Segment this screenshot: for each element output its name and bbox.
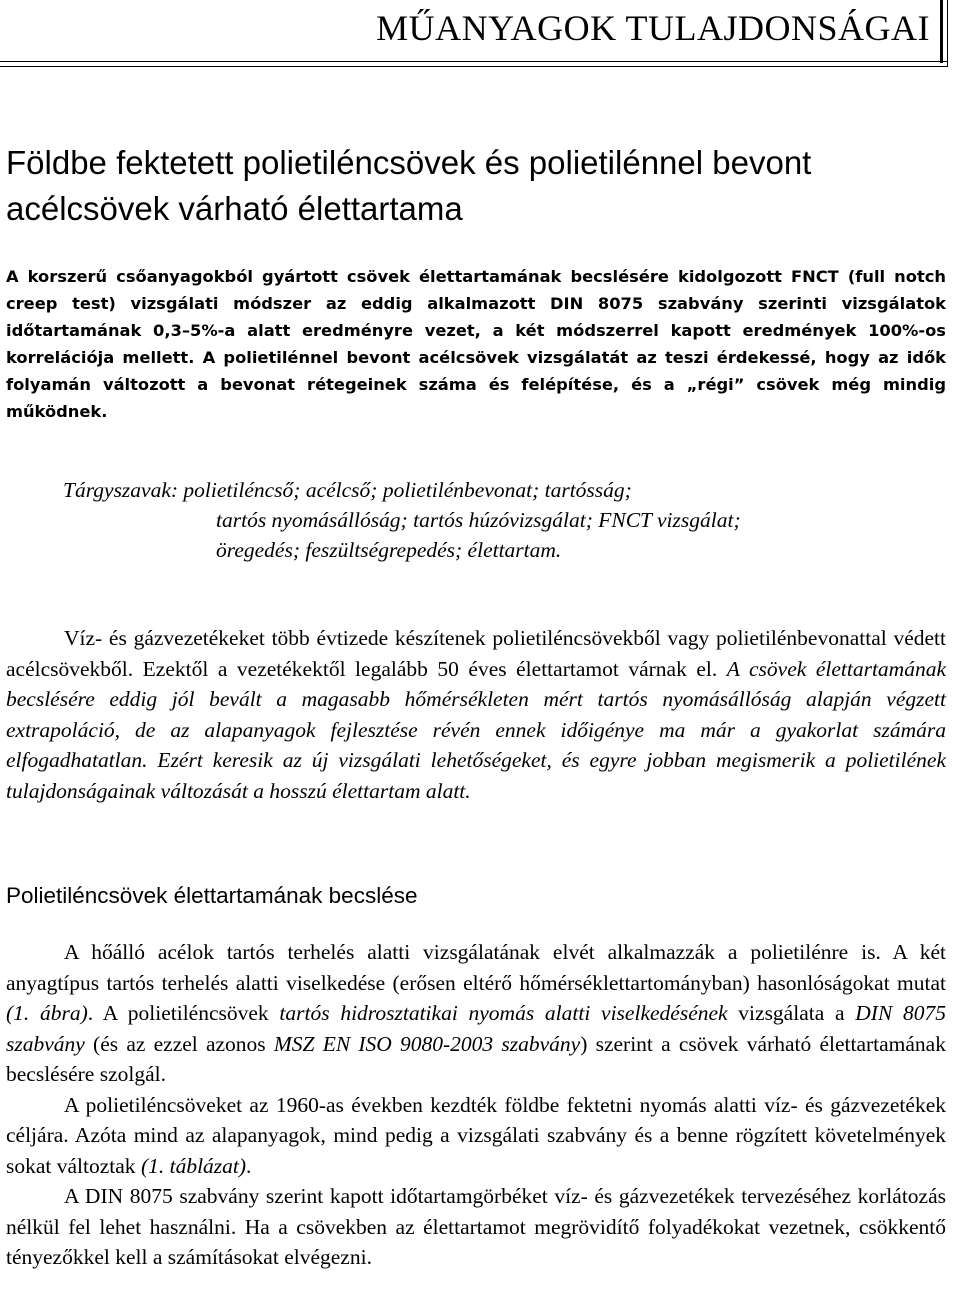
abstract: A korszerű csőanyagokból gyártott csövek élettartamának becslésére kidolgozott FNCT (full notch creep test) vizsgálati módszer az eddig alkalmazott DIN 8075 szabvány szerinti vizsgálatok időtartamának 0,3–5%-a alatt eredményre vezet, a két módszerrel kapott eredmények 100%-os korrelációja mellett. A polietilénnel bevont acélcsövek vizsgálatát az teszi érdekessé, hogy az idők folyamán változott a bevonat rétegeinek száma és felépítése, és a „régi” csövek még mindig működnek.	[6, 267, 946, 421]
intro-paragraph	[6, 623, 946, 806]
table-reference: (1. táblázat)	[140, 1153, 247, 1178]
header-rule	[0, 66, 948, 67]
body-text: vizsgálata a	[727, 1001, 856, 1025]
page-header	[0, 0, 960, 64]
section-body	[6, 937, 946, 1273]
figure-reference: (1. ábra)	[6, 1001, 88, 1025]
body-paragraph: A DIN 8075 szabvány szerint kapott időtartamgörbéket víz- és gázvezetékek tervezéséhez korlátozás nélkül fel lehet használni. Ha a csövekben az élettartamot megrövidítő folyadékokat vezetnek, csökkentő tényezőkkel kell a számításokat elvégezni.	[6, 1184, 946, 1269]
running-header-title: MŰANYAGOK TULAJDONSÁGAI	[376, 8, 930, 48]
body-text-italic: tartós hidrosztatikai nyomás alatti viselkedésének	[279, 1001, 728, 1025]
keywords-line-1: Tárgyszavak: polietiléncső; acélcső; polietilénbevonat; tartósság;	[63, 478, 632, 502]
standard-reference: MSZ EN ISO 9080-2003 szabvány	[273, 1031, 581, 1056]
header-vertical-bar	[940, 0, 943, 63]
body-text: A hőálló acélok tartós terhelés alatti vizsgálatának elvét alkalmazzák a polietilénre is. A két anyagtípus tartós terhelés alatti viselkedése (erősen eltérő hőmérséklettartományban) hasonlóságokat mutat	[6, 940, 946, 995]
article-title-line-2: acélcsövek várható élettartama	[6, 190, 463, 227]
body-text: .	[246, 1153, 252, 1178]
article-title	[6, 140, 956, 232]
keywords	[63, 475, 953, 565]
body-text: . A polietiléncsövek	[87, 1001, 280, 1025]
body-text: (és az ezzel azonos	[84, 1031, 274, 1056]
article-title-line-1: Földbe fektetett polietiléncsövek és polietilénnel bevont	[6, 144, 812, 181]
keywords-line-3: öregedés; feszültségrepedés; élettartam.	[216, 538, 562, 562]
standard-reference: DIN 8075 szabvány	[6, 1001, 947, 1056]
header-vertical-bar	[947, 0, 948, 67]
keywords-line-2: tartós nyomásállóság; tartós húzóvizsgálat; FNCT vizsgálat;	[216, 508, 741, 532]
intro-section	[6, 623, 946, 806]
intro-text-italic: A csövek élettartamának becslésére eddig jól bevált a magasabb hőmérsékleten mért tartós nyomásállóság alapján végzett extrapoláció, de az alapanyagok fejlesztése révén ennek időigénye ma már a gyakorlat számára elfogadhatatlan. Ezért keresik az új vizsgálati lehetőségeket, és egyre jobban megismerik a polietilének tulajdonságainak változását a hosszú élettartam alatt.	[6, 656, 946, 803]
body-text: A polietiléncsöveket az 1960-as években kezdték földbe fektetni nyomás alatti víz- és gázvezetékek céljára. Azóta mind az alapanyagok, mind pedig a vizsgálati szabvány és a benne rögzített követelmények sokat változtak	[6, 1092, 946, 1178]
body-text: ) szerint a csövek várható élettartamának becslésére szolgál.	[6, 1031, 946, 1086]
intro-text: Víz- és gázvezetékeket több évtizede készítenek polietiléncsövekből vagy polietilénbevonattal védett acélcsövekből. Ezektől a vezetékektől legalább 50 éves élettartamot várnak el.	[6, 626, 946, 681]
body-paragraph	[6, 937, 946, 1090]
body-paragraph	[6, 1090, 946, 1182]
header-rule	[0, 61, 948, 62]
section-heading: Polietiléncsövek élettartamának becslése	[6, 883, 418, 908]
